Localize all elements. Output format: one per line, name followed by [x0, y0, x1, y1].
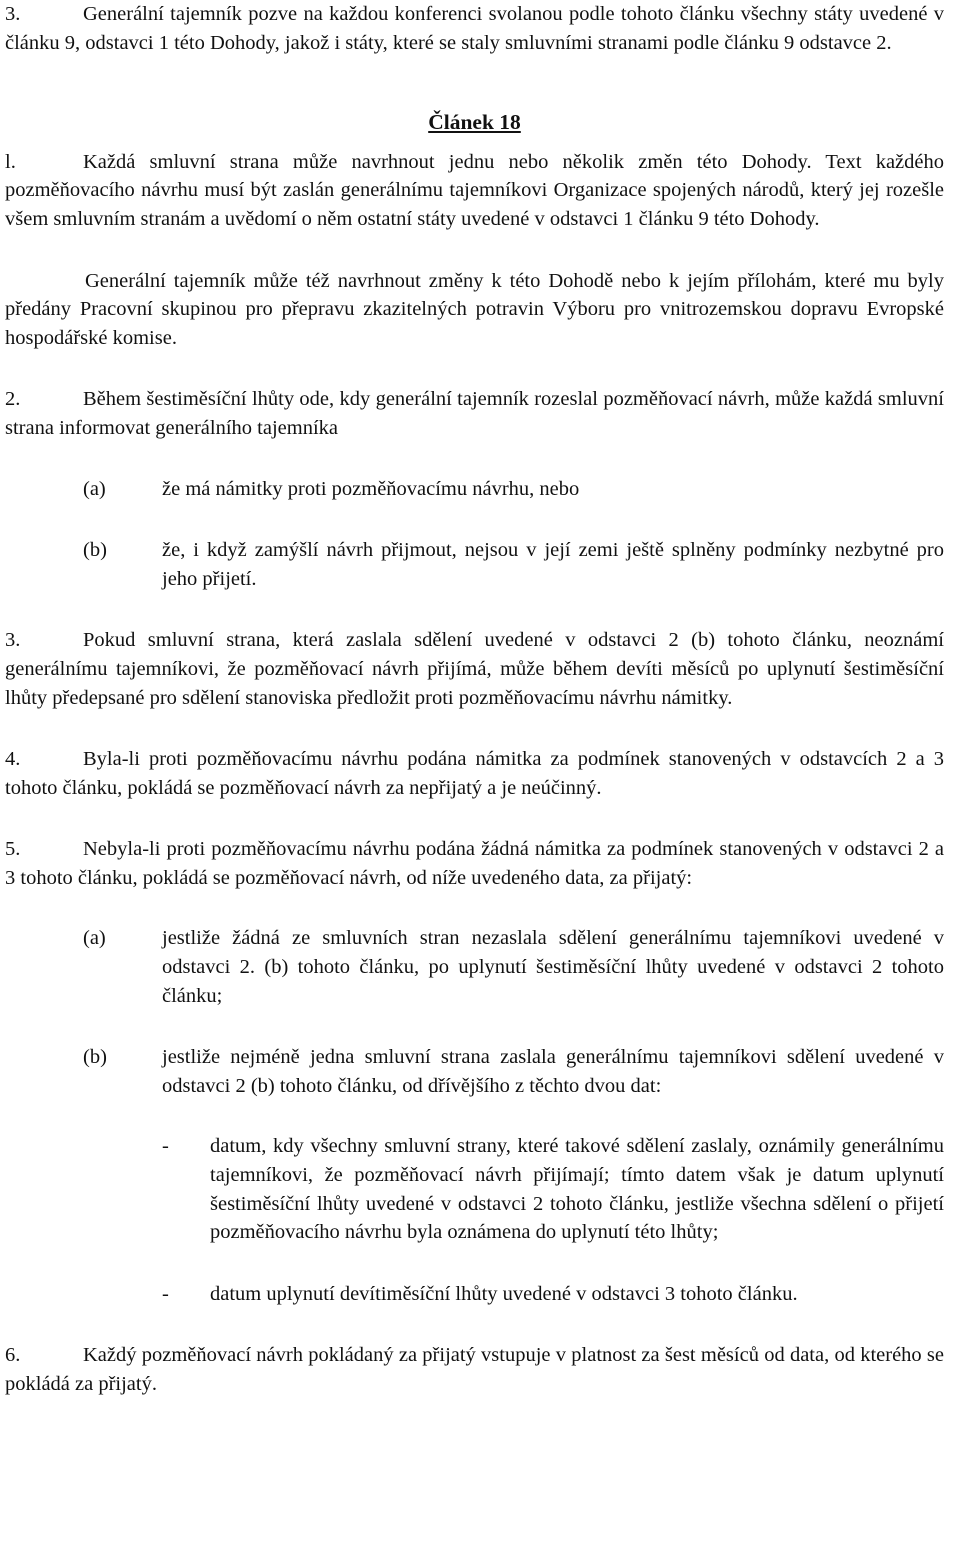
- paragraph-text: Nebyla-li proti pozměňovacímu návrhu podána žádná námitka za podmínek stanovených v odstavci 2 a 3 tohoto článku, pokládá se pozměňovací návrh, od níže uvedeného data, za přijatý:: [5, 838, 944, 889]
- item-text: jestliže žádná ze smluvních stran nezaslala sdělení generálnímu tajemníkovi uvedené v odstavci 2. (b) tohoto článku, po uplynutí šestiměsíční lhůty uvedené v odstavci 2 tohoto článku;: [162, 927, 944, 1007]
- paragraph-3-intro: [5, 0, 944, 57]
- dash-item: [5, 1280, 944, 1309]
- paragraph-1-continued: [5, 267, 944, 353]
- paragraph-text: Každá smluvní strana může navrhnout jednu nebo několik změn této Dohody. Text každého pozměňovacího návrhu musí být zaslán generálnímu tajemníkovi Organizace spojených národů, který jej rozešle všem smluvním stranám a uvědomí o něm ostatní státy uvedené v odstavci 1 článku 9 této Dohody.: [5, 150, 944, 230]
- paragraph-5: [5, 835, 944, 892]
- item-label: (a): [83, 927, 106, 950]
- paragraph-text: Generální tajemník může též navrhnout změny k této Dohodě nebo k jejím přílohám, které mu byly předány Pracovní skupinou pro přepravu zkazitelných potravin Výboru pro vnitrozemskou dopravu Evropské hospodářské komise.: [5, 269, 944, 349]
- article-heading: Článek 18: [428, 110, 521, 135]
- item-label: (b): [83, 539, 107, 562]
- list-item: [5, 924, 944, 1010]
- dash-item: [5, 1132, 944, 1246]
- list-item: [5, 475, 944, 504]
- dash-text: datum uplynutí devítiměsíční lhůty uvedené v odstavci 3 tohoto článku.: [210, 1282, 798, 1305]
- list-item: [5, 1043, 944, 1100]
- paragraph-number: 6.: [5, 1344, 21, 1367]
- paragraph-text: Během šestiměsíční lhůty ode, kdy generální tajemník rozeslal pozměňovací návrh, může každá smluvní strana informovat generálního tajemníka: [5, 388, 944, 439]
- paragraph-number: 3.: [5, 3, 21, 25]
- item-text: že, i když zamýšlí návrh přijmout, nejsou v její zemi ještě splněny podmínky nezbytné pro jeho přijetí.: [162, 539, 944, 590]
- paragraph-2: [5, 385, 944, 442]
- dash-mark: -: [162, 1135, 169, 1158]
- paragraph-text: Byla-li proti pozměňovacímu návrhu podána námitka za podmínek stanovených v odstavcích 2 a 3 tohoto článku, pokládá se pozměňovací návrh za nepřijatý a je neúčinný.: [5, 748, 944, 799]
- paragraph-6: [5, 1341, 944, 1398]
- paragraph-number: 3.: [5, 629, 21, 652]
- list-item: [5, 536, 944, 593]
- item-text: že má námitky proti pozměňovacímu návrhu, nebo: [162, 477, 580, 500]
- paragraph-number: l.: [5, 150, 16, 173]
- paragraph-text: Pokud smluvní strana, která zaslala sdělení uvedené v odstavci 2 (b) tohoto článku, neoznámí generálnímu tajemníkovi, že pozměňovací návrh přijímá, může během devíti měsíců po uplynutí šestiměsíční lhůty předepsané pro sdělení stanoviska předložit proti pozměňovacímu návrhu námitky.: [5, 629, 944, 709]
- paragraph-1: [5, 148, 944, 234]
- paragraph-number: 2.: [5, 388, 21, 411]
- paragraph-text: Každý pozměňovací návrh pokládaný za přijatý vstupuje v platnost za šest měsíců od data, od kterého se pokládá za přijatý.: [5, 1344, 944, 1395]
- paragraph-4: [5, 745, 944, 802]
- dash-text: datum, kdy všechny smluvní strany, které takové sdělení zaslaly, oznámily generálnímu tajemníkovi, že pozměňovací návrh přijímají; tímto datem však je datum uplynutí šestiměsíční lhůty uvedené v odstavci 2 tohoto článku, jestliže všechna sdělení o přijetí pozměňovacího návrhu byla oznámena do uplynutí této lhůty;: [210, 1135, 944, 1244]
- item-label: (b): [83, 1046, 107, 1069]
- paragraph-number: 4.: [5, 748, 21, 771]
- item-text: jestliže nejméně jedna smluvní strana zaslala generálnímu tajemníkovi sdělení uvedené v odstavci 2 (b) tohoto článku, od dřívějšího z těchto dvou dat:: [162, 1046, 944, 1097]
- paragraph-3: [5, 626, 944, 712]
- dash-mark: -: [162, 1282, 169, 1305]
- paragraph-number: 5.: [5, 838, 21, 861]
- item-label: (a): [83, 477, 106, 500]
- paragraph-text: Generální tajemník pozve na každou konferenci svolanou podle tohoto článku všechny státy uvedené v článku 9, odstavci 1 této Dohody, jakož i státy, které se staly smluvními stranami podle článku 9 odstavce 2.: [5, 3, 944, 54]
